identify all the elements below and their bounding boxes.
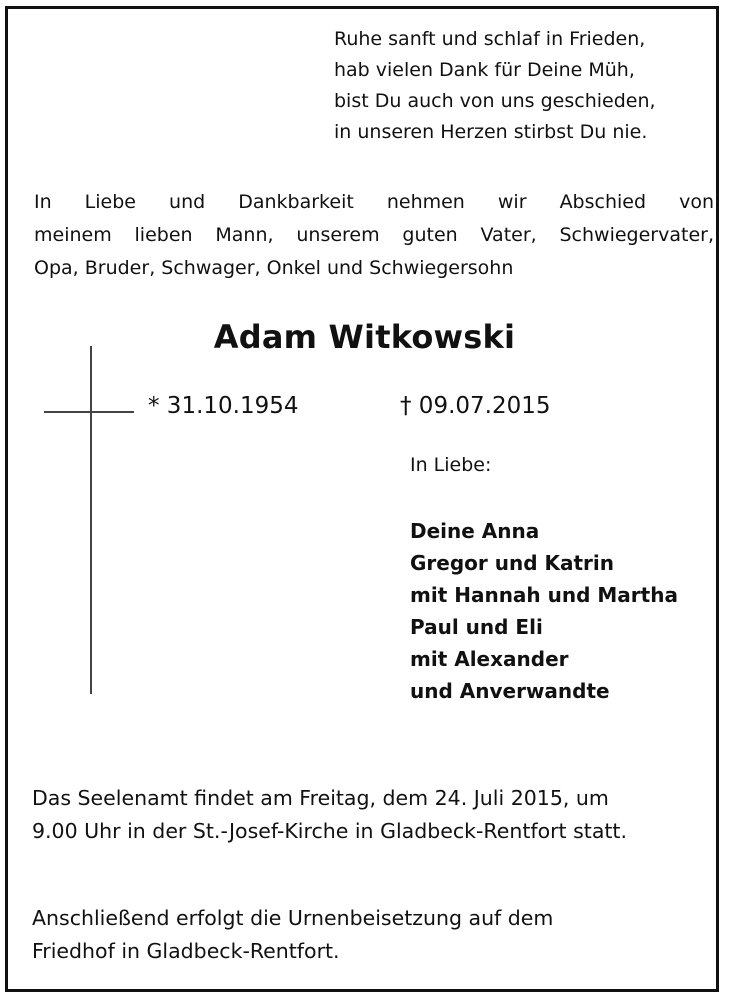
requiem-line: 9.00 Uhr in der St.-Josef-Kirche in Gladbeck-Rentfort statt. [32, 819, 627, 843]
poem-line: Ruhe sanft und schlaf in Frieden, [334, 28, 646, 50]
burial-info [32, 902, 553, 968]
poem-line: bist Du auch von uns geschieden, [334, 90, 656, 112]
death-date: † 09.07.2015 [400, 393, 551, 419]
memorial-poem [334, 24, 714, 148]
burial-line: Friedhof in Gladbeck-Rentfort. [32, 939, 340, 963]
poem-line: in unseren Herzen stirbst Du nie. [334, 121, 648, 143]
farewell-line: In Liebe und Dankbarkeit nehmen wir Abschied von [34, 191, 714, 213]
burial-line: Anschließend erfolgt die Urnenbeisetzung auf dem [32, 906, 554, 930]
birth-date: * 31.10.1954 [148, 393, 299, 419]
mourner-name: Gregor und Katrin [410, 551, 614, 575]
poem-line: hab vielen Dank für Deine Müh, [334, 59, 635, 81]
cross-icon [90, 346, 92, 694]
farewell-line: meinem lieben Mann, unserem guten Vater, Schwiegervater, [34, 224, 714, 246]
mourner-name: mit Alexander [410, 647, 569, 671]
mourner-name: und Anverwandte [410, 679, 610, 703]
mourners-label: In Liebe: [410, 454, 492, 476]
cross-icon-bar [44, 411, 134, 413]
mourners-list [410, 515, 678, 707]
mourner-name: Paul und Eli [410, 615, 543, 639]
farewell-line: Opa, Bruder, Schwager, Onkel und Schwiegersohn [34, 257, 514, 279]
mourner-name: mit Hannah und Martha [410, 583, 678, 607]
requiem-line: Das Seelenamt findet am Freitag, dem 24. Juli 2015, um [32, 786, 609, 810]
farewell-text [34, 186, 714, 285]
deceased-name: Adam Witkowski [213, 318, 516, 356]
requiem-info [32, 782, 627, 848]
mourner-name: Deine Anna [410, 519, 540, 543]
